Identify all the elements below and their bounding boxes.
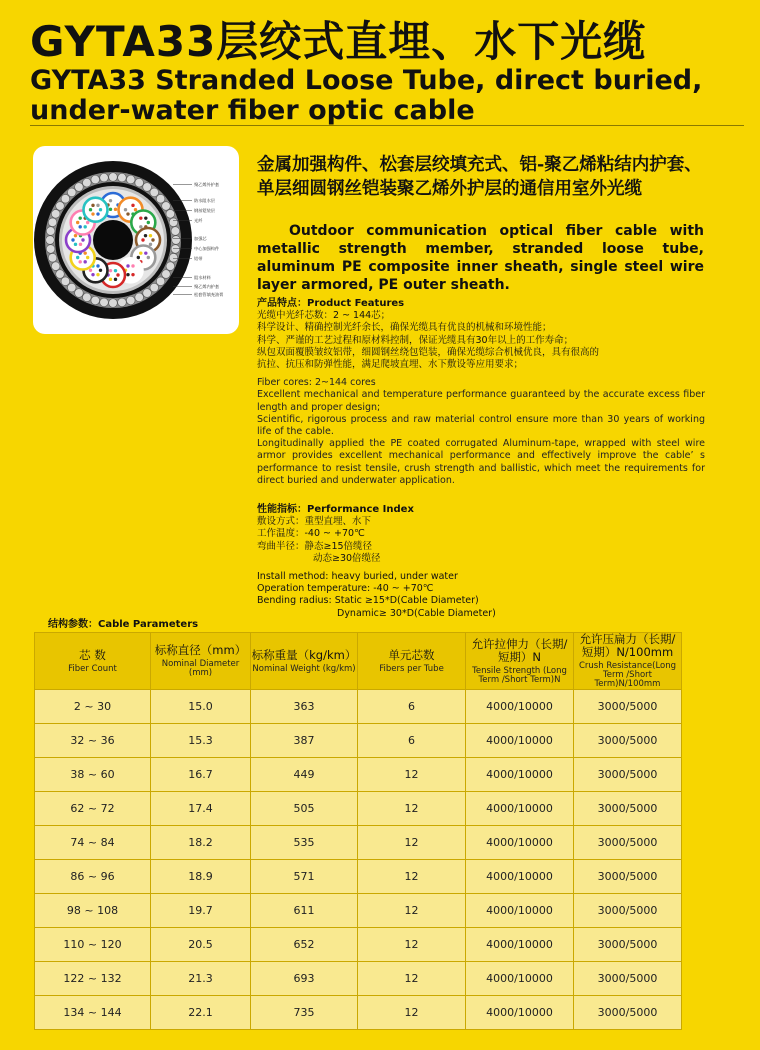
- table-cell: 21.3: [151, 962, 251, 996]
- title-en-line1: GYTA33 Stranded Loose Tube, direct buried,: [30, 65, 703, 96]
- page-title-cn: GYTA33层绞式直埋、水下光缆: [30, 17, 647, 66]
- figure-label: 松套管填充油膏: [194, 292, 224, 297]
- central-strength-member: [93, 220, 133, 260]
- table-cell: 16.7: [151, 758, 251, 792]
- table-cell: 12: [358, 826, 466, 860]
- table-cell: 571: [251, 860, 358, 894]
- table-cell: 110 ~ 120: [35, 928, 151, 962]
- table-cell: 15.3: [151, 724, 251, 758]
- feature-cn-line: 纵包双面覆膜皱纹铝带，细圆钢丝绕包铠装，确保光缆综合机械优良，具有很高的: [257, 346, 600, 358]
- table-title: 结构参数：Cable Parameters: [48, 619, 199, 630]
- table-row: [35, 758, 682, 792]
- performance-index: [257, 504, 705, 620]
- header-crush-resistance: 允许压扁力（长期/短期）N/100mm Crush Resistance(Long Term /Short Term)N/100mm: [574, 633, 682, 690]
- table-cell: 535: [251, 826, 358, 860]
- header-tensile-strength: 允许拉伸力（长期/短期）N Tensile Strength (Long Term /Short Term)N: [466, 633, 574, 690]
- table-cell: 38 ~ 60: [35, 758, 151, 792]
- feature-en-line: Longitudinally applied the PE coated corrugated Aluminum-tape, wrapped with steel wire armor provides excellent mechanical performance and effectively improve the cable’ s performance to resist tensile, crush strength and ballistic, which meet the requirements for direct buried and underwater application.: [257, 438, 705, 486]
- table-cell: 19.7: [151, 894, 251, 928]
- perf-bend-static-cn: 弯曲半径：静态≥15倍缆径: [257, 540, 373, 552]
- header-nominal-diameter: 标称直径（mm） Nominal Diameter (mm): [151, 633, 251, 690]
- feature-cn-line: 光缆中光纤芯数：2 ~ 144芯；: [257, 310, 391, 322]
- feature-en-line: Scientific, rigorous process and raw material control ensure more than 30 years of working life of the cable.: [257, 413, 705, 438]
- feature-en-line: Excellent mechanical and temperature performance guaranteed by the accurate excess fiber length and proper design;: [257, 389, 705, 413]
- table-cell: 363: [251, 690, 358, 724]
- table-cell: 74 ~ 84: [35, 826, 151, 860]
- table-cell: 122 ~ 132: [35, 962, 151, 996]
- table-cell: 12: [358, 996, 466, 1030]
- table-row: [35, 724, 682, 758]
- table-cell: 17.4: [151, 792, 251, 826]
- table-cell: 12: [358, 962, 466, 996]
- page-title-en: [30, 66, 702, 126]
- cable-parameters-table: [34, 632, 682, 1030]
- title-en-line2: under-water fiber optic cable: [30, 95, 475, 126]
- table-row: [35, 962, 682, 996]
- cable-cross-section-figure: [33, 146, 239, 334]
- intro-description-cn: 金属加强构件、松套层绞填充式、铝-聚乙烯粘结内护套、单层细圆钢丝铠装聚乙烯外护层的通信用室外光缆: [257, 155, 702, 199]
- table-cell: 3000/5000: [574, 860, 682, 894]
- table-cell: 18.9: [151, 860, 251, 894]
- table-cell: 18.2: [151, 826, 251, 860]
- perf-install-en: Install method: heavy buried, under water: [257, 571, 458, 583]
- figure-label: 铝带: [194, 256, 203, 261]
- intro-description-en: Outdoor communication optical fiber cable with metallic strength member, stranded loose tube, aluminum PE composite inner sheath, single steel wire layer armored, PE outer sheath.: [257, 223, 704, 293]
- table-row: [35, 690, 682, 724]
- figure-label: 聚乙烯内护套: [194, 284, 220, 289]
- table-cell: 4000/10000: [466, 860, 574, 894]
- feature-cn-line: 抗拉、抗压和防弹性能，满足爬坡直埋、水下敷设等应用要求；: [257, 359, 524, 371]
- table-cell: 4000/10000: [466, 826, 574, 860]
- table-cell: 387: [251, 724, 358, 758]
- table-cell: 20.5: [151, 928, 251, 962]
- product-features: [257, 298, 705, 487]
- table-cell: 22.1: [151, 996, 251, 1030]
- table-cell: 2 ~ 30: [35, 690, 151, 724]
- table-cell: 4000/10000: [466, 962, 574, 996]
- table-cell: 4000/10000: [466, 690, 574, 724]
- cable-cross-section-diagram: [33, 146, 239, 334]
- table-cell: 4000/10000: [466, 996, 574, 1030]
- table-cell: 86 ~ 96: [35, 860, 151, 894]
- table-cell: 3000/5000: [574, 758, 682, 792]
- figure-label: 聚乙烯外护套: [194, 182, 220, 187]
- figure-label: 阻水材料: [194, 275, 211, 280]
- table-cell: 12: [358, 894, 466, 928]
- table-cell: 3000/5000: [574, 996, 682, 1030]
- table-cell: 12: [358, 928, 466, 962]
- table-cell: 134 ~ 144: [35, 996, 151, 1030]
- table-row: [35, 894, 682, 928]
- table-cell: 3000/5000: [574, 792, 682, 826]
- header-fiber-count: 芯 数 Fiber Count: [35, 633, 151, 690]
- table-cell: 15.0: [151, 690, 251, 724]
- figure-label: 钢丝铠装层: [194, 208, 215, 213]
- table-cell: 505: [251, 792, 358, 826]
- table-cell: 3000/5000: [574, 928, 682, 962]
- table-cell: 4000/10000: [466, 792, 574, 826]
- table-cell: 3000/5000: [574, 724, 682, 758]
- table-cell: 12: [358, 792, 466, 826]
- table-cell: 3000/5000: [574, 826, 682, 860]
- figure-label: 加强芯: [194, 236, 207, 241]
- perf-bend-dynamic-en: Dynamic≥ 30*D(Cable Diameter): [337, 607, 496, 619]
- feature-en-line: Fiber cores: 2~144 cores: [257, 377, 376, 389]
- table-cell: 98 ~ 108: [35, 894, 151, 928]
- table-cell: 735: [251, 996, 358, 1030]
- table-cell: 32 ~ 36: [35, 724, 151, 758]
- perf-temp-en: Operation temperature: -40 ~ +70℃: [257, 583, 434, 595]
- table-cell: 12: [358, 758, 466, 792]
- table-cell: 4000/10000: [466, 928, 574, 962]
- table-row: [35, 792, 682, 826]
- figure-label: 防水阻水层: [194, 198, 215, 203]
- table-cell: 449: [251, 758, 358, 792]
- performance-heading: 性能指标：Performance Index: [257, 504, 414, 515]
- table-cell: 62 ~ 72: [35, 792, 151, 826]
- table-cell: 611: [251, 894, 358, 928]
- table-cell: 3000/5000: [574, 690, 682, 724]
- perf-temp-cn: 工作温度：-40 ~ +70℃: [257, 528, 365, 540]
- table-cell: 4000/10000: [466, 758, 574, 792]
- title-divider: [30, 125, 744, 126]
- header-fibers-per-tube: 单元芯数 Fibers per Tube: [358, 633, 466, 690]
- figure-label: 中心加强构件: [194, 246, 220, 251]
- perf-install-cn: 敷设方式：重型直埋、水下: [257, 516, 372, 528]
- table-cell: 4000/10000: [466, 724, 574, 758]
- table-cell: 4000/10000: [466, 894, 574, 928]
- header-nominal-weight: 标称重量（kg/km） Nominal Weight (kg/km): [251, 633, 358, 690]
- table-row: [35, 826, 682, 860]
- perf-bend-dynamic-cn: 动态≥30倍缆径: [313, 552, 381, 564]
- table-cell: 3000/5000: [574, 894, 682, 928]
- table-cell: 12: [358, 860, 466, 894]
- table-cell: 652: [251, 928, 358, 962]
- table-row: [35, 996, 682, 1030]
- table-header-row: [35, 633, 682, 690]
- feature-cn-line: 科学、严谨的工艺过程和原材料控制，保证光缆具有30年以上的工作寿命；: [257, 334, 574, 346]
- figure-label: 光纤: [194, 218, 203, 223]
- table-cell: 6: [358, 690, 466, 724]
- features-heading: 产品特点：Product Features: [257, 298, 405, 309]
- table-row: [35, 928, 682, 962]
- feature-cn-line: 科学设计、精确控制光纤余长，确保光缆具有优良的机械和环境性能；: [257, 322, 552, 334]
- table-cell: 693: [251, 962, 358, 996]
- table-row: [35, 860, 682, 894]
- table-cell: 6: [358, 724, 466, 758]
- perf-bend-static-en: Bending radius: Static ≥15*D(Cable Diameter): [257, 595, 479, 607]
- table-cell: 3000/5000: [574, 962, 682, 996]
